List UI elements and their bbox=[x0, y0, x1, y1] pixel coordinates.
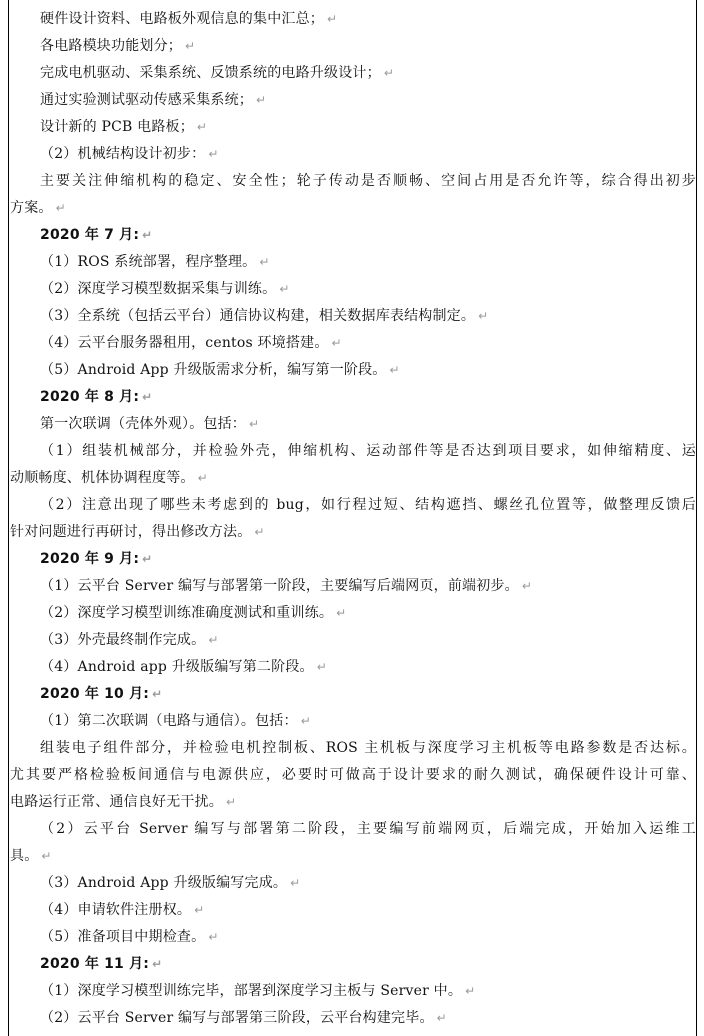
line-text: 硬件设计资料、电路板外观信息的集中汇总； bbox=[40, 11, 324, 27]
paragraph-mark-icon: ↵ bbox=[249, 417, 260, 431]
paragraph-mark-icon: ↵ bbox=[55, 201, 66, 215]
line-text: 完成电机驱动、采集系统、反馈系统的电路升级设计； bbox=[40, 65, 381, 81]
paragraph-mark-icon: ↵ bbox=[290, 876, 301, 890]
line-text: （3）Android App 升级版编写完成。 bbox=[40, 875, 288, 891]
paragraph-mark-icon: ↵ bbox=[196, 120, 208, 134]
line-text: 2020 年 9 月: bbox=[40, 551, 140, 567]
line-text: 通过实验测试驱动传感采集系统； bbox=[40, 92, 253, 108]
line-text: （1）云平台 Server 编写与部署第一阶段，主要编写后端网页，前端初步。 bbox=[40, 578, 519, 594]
line-text: （4）申请软件注册权。 bbox=[40, 902, 192, 918]
paragraph-mark-icon: ↵ bbox=[383, 66, 395, 80]
line-text: 2020 年 10 月: bbox=[40, 686, 150, 702]
text-line bbox=[10, 789, 696, 816]
paragraph-mark-icon: ↵ bbox=[208, 147, 219, 161]
line-text: （2）注意出现了哪些未考虑到的 bug，如行程过短、结构遮挡、螺丝孔位置等，做整理反馈后 bbox=[40, 497, 696, 513]
line-text: （2）深度学习模型训练准确度测试和重训练。 bbox=[40, 605, 334, 621]
text-line bbox=[10, 870, 696, 897]
text-line bbox=[10, 492, 696, 519]
paragraph-mark-icon: ↵ bbox=[142, 228, 153, 242]
paragraph-mark-icon: ↵ bbox=[208, 930, 219, 944]
paragraph-mark-icon: ↵ bbox=[208, 633, 219, 647]
text-line bbox=[10, 330, 696, 357]
line-text: 针对问题进行再研讨，得出修改方法。 bbox=[10, 524, 252, 540]
text-line bbox=[10, 276, 696, 303]
text-line bbox=[10, 654, 696, 681]
text-line bbox=[10, 303, 696, 330]
section-heading bbox=[10, 951, 696, 978]
line-text: （3）全系统（包括云平台）通信协议构建，相关数据库表结构制定。 bbox=[40, 308, 476, 324]
paragraph-mark-icon: ↵ bbox=[316, 660, 327, 674]
paragraph-mark-icon: ↵ bbox=[389, 363, 400, 377]
line-text: 各电路模块功能划分； bbox=[40, 38, 182, 54]
line-text: （4）云平台服务器租用，centos 环境搭建。 bbox=[40, 335, 329, 351]
line-text: 方案。 bbox=[10, 200, 53, 216]
text-line bbox=[10, 843, 696, 870]
paragraph-mark-icon: ↵ bbox=[41, 849, 52, 863]
paragraph-mark-icon: ↵ bbox=[521, 579, 533, 593]
line-text: 动顺畅度、机体协调程度等。 bbox=[10, 470, 195, 486]
line-text: 组装电子组件部分，并检验电机控制板、ROS 主机板与深度学习主机板等电路参数是否达标。 bbox=[40, 740, 696, 756]
line-text: （1）组装机械部分，并检验外壳，伸缩机构、运动部件等是否达到项目要求，如伸缩精度、运 bbox=[40, 443, 696, 459]
paragraph-mark-icon: ↵ bbox=[336, 606, 347, 620]
text-line bbox=[10, 735, 696, 762]
paragraph-mark-icon: ↵ bbox=[259, 255, 270, 269]
text-line bbox=[10, 708, 696, 735]
paragraph-mark-icon: ↵ bbox=[152, 687, 163, 701]
document-body bbox=[10, 6, 696, 1032]
line-text: 尤其要严格检验板间通信与电源供应，必要时可做高于设计要求的耐久测试，确保硬件设计可靠、 bbox=[10, 767, 696, 783]
line-text: （2）云平台 Server 编写与部署第二阶段，主要编写前端网页，后端完成，开始加入运维工 bbox=[40, 821, 696, 837]
text-line bbox=[10, 465, 696, 492]
line-text: 具。 bbox=[10, 848, 39, 864]
text-line bbox=[10, 60, 696, 87]
text-line bbox=[10, 33, 696, 60]
section-heading bbox=[10, 681, 696, 708]
text-line bbox=[10, 627, 696, 654]
paragraph-mark-icon: ↵ bbox=[152, 957, 163, 971]
line-text: （2）机械结构设计初步： bbox=[40, 146, 206, 162]
paragraph-mark-icon: ↵ bbox=[478, 309, 489, 323]
section-heading bbox=[10, 546, 696, 573]
line-text: （2）云平台 Server 编写与部署第三阶段，云平台构建完毕。 bbox=[40, 1010, 434, 1026]
text-line bbox=[10, 6, 696, 33]
paragraph-mark-icon: ↵ bbox=[142, 552, 153, 566]
text-line bbox=[10, 249, 696, 276]
text-line bbox=[10, 438, 696, 465]
text-line bbox=[10, 897, 696, 924]
text-line bbox=[10, 762, 696, 789]
paragraph-mark-icon: ↵ bbox=[331, 336, 342, 350]
text-line bbox=[10, 195, 696, 222]
text-line bbox=[10, 114, 696, 141]
paragraph-mark-icon: ↵ bbox=[300, 714, 311, 728]
text-line bbox=[10, 573, 696, 600]
line-text: 2020 年 8 月: bbox=[40, 389, 140, 405]
line-text: 第一次联调（壳体外观）。包括： bbox=[40, 416, 246, 432]
line-text: （1）ROS 系统部署，程序整理。 bbox=[40, 254, 257, 270]
text-line bbox=[10, 519, 696, 546]
line-text: （2）深度学习模型数据采集与训练。 bbox=[40, 281, 277, 297]
paragraph-mark-icon: ↵ bbox=[194, 903, 205, 917]
text-line bbox=[10, 357, 696, 384]
line-text: 主要关注伸缩机构的稳定、安全性；轮子传动是否顺畅、空间占用是否允许等，综合得出初步 bbox=[40, 173, 696, 189]
line-text: （3）外壳最终制作完成。 bbox=[40, 632, 206, 648]
paragraph-mark-icon: ↵ bbox=[226, 795, 237, 809]
line-text: （5）准备项目中期检查。 bbox=[40, 929, 206, 945]
paragraph-mark-icon: ↵ bbox=[279, 282, 290, 296]
paragraph-mark-icon: ↵ bbox=[256, 93, 267, 107]
paragraph-mark-icon: ↵ bbox=[254, 525, 265, 539]
line-text: （1）深度学习模型训练完毕，部署到深度学习主板与 Server 中。 bbox=[40, 983, 463, 999]
paragraph-mark-icon: ↵ bbox=[197, 471, 208, 485]
line-text: 2020 年 11 月: bbox=[40, 956, 150, 972]
paragraph-mark-icon: ↵ bbox=[465, 984, 476, 998]
text-line bbox=[10, 87, 696, 114]
text-line bbox=[10, 816, 696, 843]
text-line bbox=[10, 978, 696, 1005]
paragraph-mark-icon: ↵ bbox=[327, 12, 338, 26]
paragraph-mark-icon: ↵ bbox=[142, 390, 153, 404]
section-heading bbox=[10, 222, 696, 249]
paragraph-mark-icon: ↵ bbox=[436, 1011, 447, 1025]
paragraph-mark-icon: ↵ bbox=[185, 39, 196, 53]
line-text: （1）第二次联调（电路与通信）。包括： bbox=[40, 713, 298, 729]
section-heading bbox=[10, 384, 696, 411]
text-line bbox=[10, 924, 696, 951]
text-line bbox=[10, 168, 696, 195]
text-line bbox=[10, 600, 696, 627]
line-text: （5）Android App 升级版需求分析，编写第一阶段。 bbox=[40, 362, 387, 378]
line-text: 2020 年 7 月: bbox=[40, 227, 140, 243]
line-text: （4）Android app 升级版编写第二阶段。 bbox=[40, 659, 314, 675]
text-line bbox=[10, 411, 696, 438]
text-line bbox=[10, 141, 696, 168]
text-line bbox=[10, 1005, 696, 1032]
line-text: 设计新的 PCB 电路板； bbox=[40, 119, 194, 135]
line-text: 电路运行正常、通信良好无干扰。 bbox=[10, 794, 223, 810]
